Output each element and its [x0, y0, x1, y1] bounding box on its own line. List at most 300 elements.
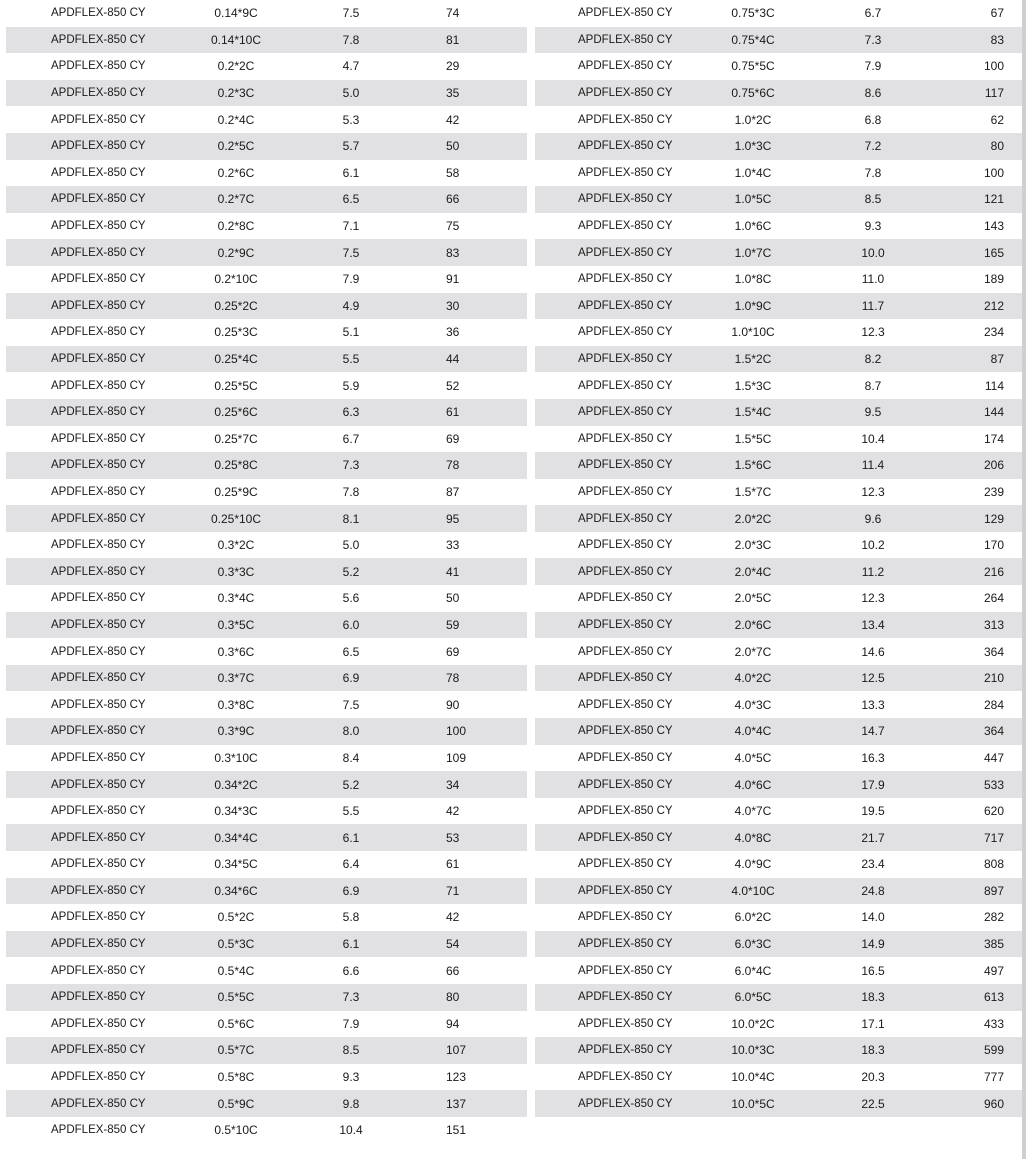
table-row [6, 266, 527, 293]
table-row [6, 718, 527, 745]
weight-cell: 30 [446, 298, 460, 313]
table-row [535, 904, 1024, 931]
conductor-spec-cell: 4.0*4C [734, 724, 772, 739]
conductor-spec-cell: 4.0*6C [734, 777, 772, 792]
weight-cell: 210 [983, 671, 1004, 686]
outer-diameter-cell: 6.3 [342, 405, 360, 420]
outer-diameter-cell: 9.8 [342, 1096, 360, 1111]
product-name-cell: APDFLEX-850 CY [578, 565, 673, 578]
conductor-spec-cell: 1.0*6C [734, 219, 772, 234]
product-name-cell: APDFLEX-850 CY [51, 672, 146, 685]
table-row [6, 984, 527, 1011]
product-name-cell: APDFLEX-850 CY [51, 60, 146, 73]
outer-diameter-cell: 8.4 [342, 750, 360, 765]
weight-cell: 599 [983, 1043, 1004, 1058]
weight-cell: 620 [983, 804, 1004, 819]
right-cable-table [535, 0, 1024, 1117]
weight-cell: 123 [446, 1070, 467, 1085]
outer-diameter-cell: 5.2 [342, 564, 360, 579]
product-name-cell: APDFLEX-850 CY [51, 379, 146, 392]
conductor-spec-cell: 10.0*4C [731, 1070, 775, 1085]
weight-cell: 80 [990, 139, 1004, 154]
outer-diameter-cell: 16.3 [861, 750, 885, 765]
table-row [535, 53, 1024, 80]
product-name-cell: APDFLEX-850 CY [51, 512, 146, 525]
conductor-spec-cell: 0.75*3C [731, 6, 775, 21]
product-name-cell: APDFLEX-850 CY [51, 938, 146, 951]
outer-diameter-cell: 5.8 [342, 910, 360, 925]
weight-cell: 897 [983, 883, 1004, 898]
table-row [535, 798, 1024, 825]
table-row [6, 771, 527, 798]
outer-diameter-cell: 8.0 [342, 724, 360, 739]
table-row [535, 878, 1024, 905]
outer-diameter-cell: 14.9 [861, 937, 885, 952]
outer-diameter-cell: 20.3 [861, 1070, 885, 1085]
weight-cell: 66 [446, 963, 460, 978]
table-row [535, 479, 1024, 506]
table-row [6, 665, 527, 692]
table-row [6, 1090, 527, 1117]
product-name-cell: APDFLEX-850 CY [578, 273, 673, 286]
conductor-spec-cell: 0.3*6C [217, 644, 255, 659]
table-row [535, 824, 1024, 851]
conductor-spec-cell: 1.5*7C [734, 484, 772, 499]
product-name-cell: APDFLEX-850 CY [578, 140, 673, 153]
conductor-spec-cell: 0.2*10C [214, 272, 258, 287]
conductor-spec-cell: 0.34*3C [214, 804, 258, 819]
conductor-spec-cell: 1.0*4C [734, 165, 772, 180]
product-name-cell: APDFLEX-850 CY [578, 353, 673, 366]
table-row [6, 1064, 527, 1091]
table-row [535, 426, 1024, 453]
outer-diameter-cell: 8.7 [864, 378, 882, 393]
weight-cell: 94 [446, 1016, 460, 1031]
outer-diameter-cell: 6.4 [342, 857, 360, 872]
table-row [535, 106, 1024, 133]
outer-diameter-cell: 18.3 [861, 1043, 885, 1058]
conductor-spec-cell: 0.25*10C [210, 511, 262, 526]
weight-cell: 81 [446, 32, 460, 47]
weight-cell: 100 [446, 724, 467, 739]
weight-cell: 59 [446, 617, 460, 632]
weight-cell: 61 [446, 405, 460, 420]
weight-cell: 95 [446, 511, 460, 526]
conductor-spec-cell: 0.3*3C [217, 564, 255, 579]
product-name-cell: APDFLEX-850 CY [51, 326, 146, 339]
weight-cell: 189 [983, 272, 1004, 287]
table-row [6, 1037, 527, 1064]
weight-cell: 54 [446, 937, 460, 952]
product-name-cell: APDFLEX-850 CY [578, 7, 673, 20]
weight-cell: 129 [983, 511, 1004, 526]
table-row [535, 239, 1024, 266]
conductor-spec-cell: 1.0*7C [734, 245, 772, 260]
outer-diameter-cell: 7.5 [342, 697, 360, 712]
outer-diameter-cell: 8.6 [864, 86, 882, 101]
table-row [6, 931, 527, 958]
conductor-spec-cell: 0.5*4C [217, 963, 255, 978]
conductor-spec-cell: 4.0*3C [734, 697, 772, 712]
table-row [6, 53, 527, 80]
weight-cell: 36 [446, 325, 460, 340]
table-row [535, 266, 1024, 293]
product-name-cell: APDFLEX-850 CY [51, 592, 146, 605]
weight-cell: 34 [446, 777, 460, 792]
weight-cell: 385 [983, 937, 1004, 952]
outer-diameter-cell: 14.0 [861, 910, 885, 925]
table-row [535, 0, 1024, 27]
conductor-spec-cell: 0.3*2C [217, 538, 255, 553]
conductor-spec-cell: 2.0*3C [734, 538, 772, 553]
conductor-spec-cell: 10.0*3C [731, 1043, 775, 1058]
weight-cell: 100 [983, 165, 1004, 180]
outer-diameter-cell: 5.2 [342, 777, 360, 792]
weight-cell: 87 [990, 352, 1004, 367]
product-name-cell: APDFLEX-850 CY [51, 193, 146, 206]
product-name-cell: APDFLEX-850 CY [578, 831, 673, 844]
conductor-spec-cell: 0.2*3C [217, 86, 255, 101]
conductor-spec-cell: 0.25*6C [214, 405, 258, 420]
conductor-spec-cell: 0.5*8C [217, 1070, 255, 1085]
table-row [535, 851, 1024, 878]
conductor-spec-cell: 0.5*10C [214, 1123, 258, 1138]
conductor-spec-cell: 0.75*5C [731, 59, 775, 74]
product-name-cell: APDFLEX-850 CY [51, 246, 146, 259]
table-row [6, 957, 527, 984]
outer-diameter-cell: 11.7 [861, 298, 885, 313]
outer-diameter-cell: 10.4 [339, 1123, 363, 1138]
conductor-spec-cell: 10.0*5C [731, 1096, 775, 1111]
weight-cell: 808 [983, 857, 1004, 872]
table-row [535, 984, 1024, 1011]
table-row [6, 0, 527, 27]
outer-diameter-cell: 23.4 [861, 857, 885, 872]
product-name-cell: APDFLEX-850 CY [578, 911, 673, 924]
conductor-spec-cell: 0.3*7C [217, 671, 255, 686]
table-row [535, 1064, 1024, 1091]
conductor-spec-cell: 0.25*9C [214, 484, 258, 499]
conductor-spec-cell: 2.0*4C [734, 564, 772, 579]
conductor-spec-cell: 1.0*3C [734, 139, 772, 154]
weight-cell: 91 [446, 272, 460, 287]
table-row [6, 558, 527, 585]
product-name-cell: APDFLEX-850 CY [578, 33, 673, 46]
weight-cell: 50 [446, 591, 460, 606]
weight-cell: 66 [446, 192, 460, 207]
weight-cell: 71 [446, 883, 460, 898]
weight-cell: 100 [983, 59, 1004, 74]
table-row [6, 213, 527, 240]
conductor-spec-cell: 0.2*9C [217, 245, 255, 260]
table-row [535, 931, 1024, 958]
outer-diameter-cell: 12.5 [861, 671, 885, 686]
product-name-cell: APDFLEX-850 CY [51, 831, 146, 844]
outer-diameter-cell: 5.7 [342, 139, 360, 154]
product-name-cell: APDFLEX-850 CY [578, 459, 673, 472]
outer-diameter-cell: 6.1 [342, 830, 360, 845]
conductor-spec-cell: 4.0*7C [734, 804, 772, 819]
weight-cell: 165 [983, 245, 1004, 260]
product-name-cell: APDFLEX-850 CY [578, 326, 673, 339]
product-name-cell: APDFLEX-850 CY [578, 991, 673, 1004]
conductor-spec-cell: 4.0*8C [734, 830, 772, 845]
weight-cell: 121 [983, 192, 1004, 207]
weight-cell: 83 [990, 32, 1004, 47]
weight-cell: 61 [446, 857, 460, 872]
conductor-spec-cell: 0.3*8C [217, 697, 255, 712]
conductor-spec-cell: 0.3*9C [217, 724, 255, 739]
outer-diameter-cell: 18.3 [861, 990, 885, 1005]
weight-cell: 960 [983, 1096, 1004, 1111]
table-row [6, 904, 527, 931]
conductor-spec-cell: 2.0*7C [734, 644, 772, 659]
outer-diameter-cell: 4.7 [342, 59, 360, 74]
outer-diameter-cell: 6.8 [864, 112, 882, 127]
conductor-spec-cell: 0.34*6C [214, 883, 258, 898]
weight-cell: 41 [446, 564, 460, 579]
table-row [6, 399, 527, 426]
outer-diameter-cell: 7.9 [864, 59, 882, 74]
conductor-spec-cell: 0.2*7C [217, 192, 255, 207]
conductor-spec-cell: 6.0*2C [734, 910, 772, 925]
outer-diameter-cell: 4.9 [342, 298, 360, 313]
conductor-spec-cell: 1.5*6C [734, 458, 772, 473]
outer-diameter-cell: 7.9 [342, 272, 360, 287]
product-name-cell: APDFLEX-850 CY [51, 353, 146, 366]
table-row [535, 1090, 1024, 1117]
conductor-spec-cell: 0.5*9C [217, 1096, 255, 1111]
table-row [6, 346, 527, 373]
product-name-cell: APDFLEX-850 CY [578, 60, 673, 73]
weight-cell: 50 [446, 139, 460, 154]
conductor-spec-cell: 6.0*4C [734, 963, 772, 978]
weight-cell: 433 [983, 1016, 1004, 1031]
product-name-cell: APDFLEX-850 CY [578, 778, 673, 791]
outer-diameter-cell: 8.5 [342, 1043, 360, 1058]
conductor-spec-cell: 2.0*6C [734, 617, 772, 632]
weight-cell: 62 [990, 112, 1004, 127]
table-row [535, 771, 1024, 798]
conductor-spec-cell: 0.2*5C [217, 139, 255, 154]
table-row [6, 505, 527, 532]
outer-diameter-cell: 5.3 [342, 112, 360, 127]
weight-cell: 53 [446, 830, 460, 845]
weight-cell: 107 [446, 1043, 467, 1058]
table-row [6, 106, 527, 133]
product-name-cell: APDFLEX-850 CY [578, 698, 673, 711]
product-name-cell: APDFLEX-850 CY [51, 645, 146, 658]
product-name-cell: APDFLEX-850 CY [51, 1071, 146, 1084]
table-row [535, 1037, 1024, 1064]
weight-cell: 78 [446, 671, 460, 686]
outer-diameter-cell: 7.3 [864, 32, 882, 47]
weight-cell: 67 [990, 6, 1004, 21]
table-row [6, 186, 527, 213]
product-name-cell: APDFLEX-850 CY [578, 379, 673, 392]
weight-cell: 74 [446, 6, 460, 21]
conductor-spec-cell: 0.3*4C [217, 591, 255, 606]
product-name-cell: APDFLEX-850 CY [578, 1017, 673, 1030]
outer-diameter-cell: 5.0 [342, 538, 360, 553]
outer-diameter-cell: 5.9 [342, 378, 360, 393]
outer-diameter-cell: 12.3 [861, 484, 885, 499]
conductor-spec-cell: 0.75*4C [731, 32, 775, 47]
product-name-cell: APDFLEX-850 CY [51, 725, 146, 738]
product-name-cell: APDFLEX-850 CY [51, 565, 146, 578]
outer-diameter-cell: 5.5 [342, 804, 360, 819]
product-name-cell: APDFLEX-850 CY [51, 299, 146, 312]
product-name-cell: APDFLEX-850 CY [578, 725, 673, 738]
table-row [535, 638, 1024, 665]
conductor-spec-cell: 4.0*5C [734, 750, 772, 765]
outer-diameter-cell: 9.3 [864, 219, 882, 234]
weight-cell: 717 [983, 830, 1004, 845]
table-row [535, 558, 1024, 585]
conductor-spec-cell: 0.25*5C [214, 378, 258, 393]
weight-cell: 170 [983, 538, 1004, 553]
product-name-cell: APDFLEX-850 CY [51, 33, 146, 46]
table-row [6, 319, 527, 346]
product-name-cell: APDFLEX-850 CY [51, 1044, 146, 1057]
outer-diameter-cell: 8.2 [864, 352, 882, 367]
outer-diameter-cell: 10.4 [861, 431, 885, 446]
table-row [6, 426, 527, 453]
weight-cell: 212 [983, 298, 1004, 313]
conductor-spec-cell: 1.0*9C [734, 298, 772, 313]
outer-diameter-cell: 7.8 [342, 484, 360, 499]
conductor-spec-cell: 10.0*2C [731, 1016, 775, 1031]
conductor-spec-cell: 0.5*5C [217, 990, 255, 1005]
product-name-cell: APDFLEX-850 CY [578, 113, 673, 126]
weight-cell: 364 [983, 724, 1004, 739]
product-name-cell: APDFLEX-850 CY [51, 166, 146, 179]
outer-diameter-cell: 10.0 [861, 245, 885, 260]
table-row [6, 133, 527, 160]
outer-diameter-cell: 9.3 [342, 1070, 360, 1085]
product-name-cell: APDFLEX-850 CY [51, 991, 146, 1004]
outer-diameter-cell: 5.0 [342, 86, 360, 101]
conductor-spec-cell: 2.0*5C [734, 591, 772, 606]
product-name-cell: APDFLEX-850 CY [51, 858, 146, 871]
product-name-cell: APDFLEX-850 CY [578, 220, 673, 233]
outer-diameter-cell: 11.4 [861, 458, 885, 473]
outer-diameter-cell: 6.1 [342, 165, 360, 180]
conductor-spec-cell: 1.0*2C [734, 112, 772, 127]
conductor-spec-cell: 0.25*8C [214, 458, 258, 473]
product-name-cell: APDFLEX-850 CY [578, 485, 673, 498]
outer-diameter-cell: 17.9 [861, 777, 885, 792]
outer-diameter-cell: 6.5 [342, 644, 360, 659]
outer-diameter-cell: 10.2 [861, 538, 885, 553]
conductor-spec-cell: 0.14*10C [210, 32, 262, 47]
table-row [535, 319, 1024, 346]
conductor-spec-cell: 0.25*3C [214, 325, 258, 340]
outer-diameter-cell: 7.8 [342, 32, 360, 47]
table-row [535, 957, 1024, 984]
outer-diameter-cell: 6.6 [342, 963, 360, 978]
outer-diameter-cell: 11.0 [861, 272, 885, 287]
table-row [535, 612, 1024, 639]
product-name-cell: APDFLEX-850 CY [51, 113, 146, 126]
weight-cell: 174 [983, 431, 1004, 446]
weight-cell: 78 [446, 458, 460, 473]
outer-diameter-cell: 17.1 [861, 1016, 885, 1031]
conductor-spec-cell: 0.34*2C [214, 777, 258, 792]
product-name-cell: APDFLEX-850 CY [51, 220, 146, 233]
weight-cell: 69 [446, 644, 460, 659]
outer-diameter-cell: 19.5 [861, 804, 885, 819]
weight-cell: 35 [446, 86, 460, 101]
table-row [6, 1117, 527, 1144]
product-name-cell: APDFLEX-850 CY [578, 938, 673, 951]
product-name-cell: APDFLEX-850 CY [578, 858, 673, 871]
weight-cell: 777 [983, 1070, 1004, 1085]
table-row [535, 293, 1024, 320]
weight-cell: 239 [983, 484, 1004, 499]
scrollbar-edge [1022, 0, 1026, 1159]
conductor-spec-cell: 6.0*5C [734, 990, 772, 1005]
weight-cell: 144 [983, 405, 1004, 420]
product-name-cell: APDFLEX-850 CY [51, 485, 146, 498]
table-row [535, 452, 1024, 479]
product-name-cell: APDFLEX-850 CY [51, 698, 146, 711]
product-name-cell: APDFLEX-850 CY [51, 7, 146, 20]
outer-diameter-cell: 7.3 [342, 990, 360, 1005]
product-name-cell: APDFLEX-850 CY [578, 751, 673, 764]
product-name-cell: APDFLEX-850 CY [578, 87, 673, 100]
weight-cell: 75 [446, 219, 460, 234]
weight-cell: 29 [446, 59, 460, 74]
table-row [6, 293, 527, 320]
conductor-spec-cell: 1.0*10C [731, 325, 775, 340]
product-name-cell: APDFLEX-850 CY [578, 1044, 673, 1057]
outer-diameter-cell: 7.2 [864, 139, 882, 154]
weight-cell: 364 [983, 644, 1004, 659]
product-name-cell: APDFLEX-850 CY [578, 805, 673, 818]
conductor-spec-cell: 0.14*9C [214, 6, 258, 21]
table-row [535, 372, 1024, 399]
product-name-cell: APDFLEX-850 CY [51, 805, 146, 818]
product-name-cell: APDFLEX-850 CY [578, 884, 673, 897]
product-name-cell: APDFLEX-850 CY [578, 618, 673, 631]
table-row [535, 1011, 1024, 1038]
conductor-spec-cell: 0.5*2C [217, 910, 255, 925]
product-name-cell: APDFLEX-850 CY [578, 166, 673, 179]
table-row [535, 160, 1024, 187]
table-row [535, 532, 1024, 559]
table-row [6, 80, 527, 107]
product-name-cell: APDFLEX-850 CY [51, 459, 146, 472]
weight-cell: 497 [983, 963, 1004, 978]
product-name-cell: APDFLEX-850 CY [51, 911, 146, 924]
conductor-spec-cell: 4.0*9C [734, 857, 772, 872]
table-row [6, 612, 527, 639]
conductor-spec-cell: 4.0*10C [731, 883, 775, 898]
outer-diameter-cell: 14.7 [861, 724, 885, 739]
table-row [6, 372, 527, 399]
table-row [6, 239, 527, 266]
left-cable-table [6, 0, 527, 1144]
outer-diameter-cell: 6.1 [342, 937, 360, 952]
table-row [535, 213, 1024, 240]
outer-diameter-cell: 7.3 [342, 458, 360, 473]
outer-diameter-cell: 6.9 [342, 671, 360, 686]
product-name-cell: APDFLEX-850 CY [51, 964, 146, 977]
conductor-spec-cell: 0.25*7C [214, 431, 258, 446]
outer-diameter-cell: 6.7 [342, 431, 360, 446]
table-row [6, 1011, 527, 1038]
